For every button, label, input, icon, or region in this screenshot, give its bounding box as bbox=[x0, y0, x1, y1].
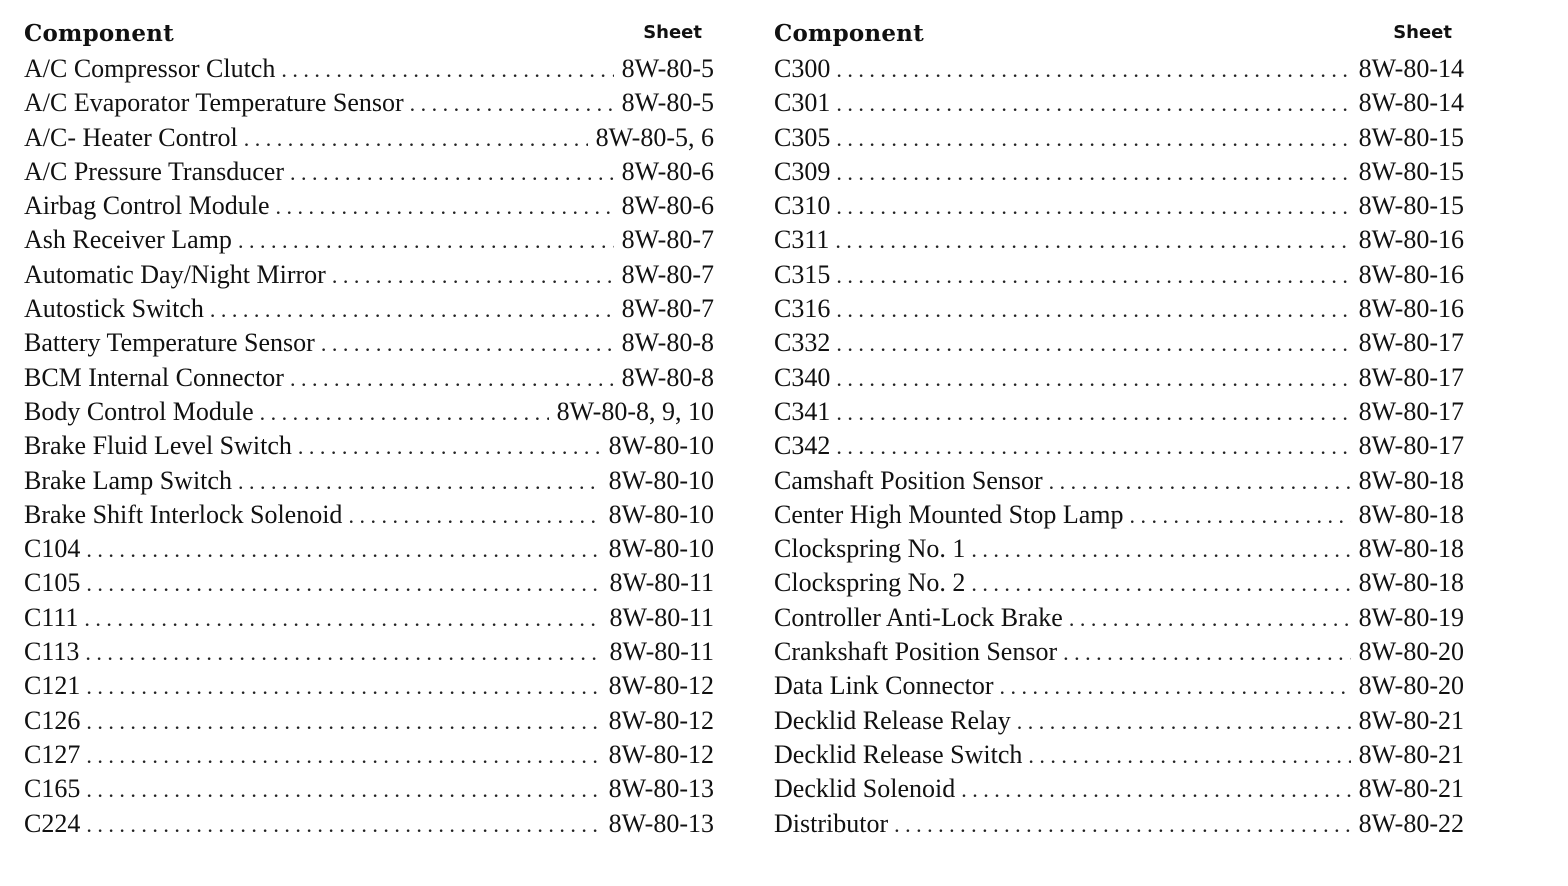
sheet-reference: 8W-80-17 bbox=[1358, 431, 1464, 461]
dot-leader bbox=[971, 537, 1350, 563]
component-row bbox=[24, 534, 714, 568]
component-name: Clockspring No. 2 bbox=[774, 568, 966, 598]
sheet-reference: 8W-80-12 bbox=[608, 705, 714, 735]
sheet-reference: 8W-80-18 bbox=[1358, 499, 1464, 529]
dot-leader bbox=[836, 434, 1350, 460]
component-name: BCM Internal Connector bbox=[24, 362, 284, 392]
component-row bbox=[774, 328, 1464, 362]
sheet-reference: 8W-80-11 bbox=[609, 568, 714, 598]
dot-leader bbox=[1049, 469, 1351, 495]
sheet-column-heading: Sheet bbox=[643, 22, 702, 43]
component-name: A/C Compressor Clutch bbox=[24, 54, 276, 83]
component-row bbox=[24, 603, 714, 637]
component-row bbox=[774, 740, 1464, 774]
dot-leader bbox=[332, 263, 614, 289]
dot-leader bbox=[1028, 743, 1350, 769]
component-name: Distributor bbox=[774, 808, 889, 838]
dot-leader bbox=[276, 194, 614, 220]
component-row bbox=[774, 809, 1464, 843]
dot-leader bbox=[281, 57, 613, 83]
component-column-heading: Component bbox=[24, 20, 174, 47]
component-row bbox=[24, 637, 714, 671]
component-name: A/C- Heater Control bbox=[24, 122, 238, 152]
component-name: Airbag Control Module bbox=[24, 191, 270, 221]
dot-leader bbox=[1063, 640, 1350, 666]
dot-leader bbox=[86, 674, 600, 700]
sheet-reference: 8W-80-10 bbox=[608, 499, 714, 529]
component-name: C341 bbox=[774, 396, 831, 426]
component-name: C126 bbox=[24, 705, 81, 735]
dot-leader bbox=[835, 228, 1350, 254]
sheet-reference: 8W-80-7 bbox=[621, 225, 714, 255]
component-row bbox=[24, 568, 714, 602]
dot-leader bbox=[84, 606, 601, 632]
dot-leader bbox=[1069, 606, 1351, 632]
sheet-reference: 8W-80-10 bbox=[608, 465, 714, 495]
sheet-reference: 8W-80-7 bbox=[621, 259, 714, 289]
component-name: C332 bbox=[774, 328, 831, 358]
component-name: Camshaft Position Sensor bbox=[774, 465, 1043, 495]
component-row bbox=[24, 54, 714, 88]
component-row bbox=[774, 54, 1464, 88]
component-row bbox=[774, 534, 1464, 568]
component-name: A/C Pressure Transducer bbox=[24, 156, 284, 186]
dot-leader bbox=[85, 640, 601, 666]
component-column-heading: Component bbox=[774, 20, 924, 47]
component-row bbox=[774, 294, 1464, 328]
component-name: C315 bbox=[774, 259, 831, 289]
component-row bbox=[774, 88, 1464, 122]
dot-leader bbox=[894, 812, 1350, 838]
dot-leader bbox=[210, 297, 614, 323]
sheet-reference: 8W-80-5 bbox=[621, 54, 714, 83]
component-row bbox=[24, 706, 714, 740]
component-row bbox=[24, 225, 714, 259]
sheet-reference: 8W-80-5 bbox=[621, 88, 714, 118]
dot-leader bbox=[348, 503, 600, 529]
component-name: C309 bbox=[774, 156, 831, 186]
component-row bbox=[24, 431, 714, 465]
sheet-reference: 8W-80-13 bbox=[608, 808, 714, 838]
sheet-reference: 8W-80-17 bbox=[1358, 328, 1464, 358]
dot-leader bbox=[1000, 674, 1351, 700]
dot-leader bbox=[86, 709, 600, 735]
component-row bbox=[774, 568, 1464, 602]
component-row bbox=[24, 809, 714, 843]
dot-leader bbox=[836, 366, 1350, 392]
dot-leader bbox=[961, 777, 1350, 803]
component-name: Decklid Solenoid bbox=[774, 774, 956, 804]
component-name: Controller Anti-Lock Brake bbox=[774, 602, 1063, 632]
component-row bbox=[774, 466, 1464, 500]
component-name: Battery Temperature Sensor bbox=[24, 328, 315, 358]
sheet-column-heading: Sheet bbox=[1393, 22, 1452, 43]
component-row bbox=[24, 260, 714, 294]
component-row bbox=[774, 500, 1464, 534]
component-name: C311 bbox=[774, 225, 830, 255]
component-row bbox=[24, 740, 714, 774]
dot-leader bbox=[836, 331, 1350, 357]
component-row bbox=[24, 123, 714, 157]
component-name: Crankshaft Position Sensor bbox=[774, 637, 1058, 667]
component-row bbox=[24, 88, 714, 122]
dot-leader bbox=[86, 537, 600, 563]
component-name: Center High Mounted Stop Lamp bbox=[774, 499, 1124, 529]
sheet-reference: 8W-80-12 bbox=[608, 739, 714, 769]
component-name: C224 bbox=[24, 808, 81, 838]
component-row bbox=[774, 123, 1464, 157]
component-name: Data Link Connector bbox=[774, 671, 994, 701]
sheet-reference: 8W-80-11 bbox=[609, 637, 714, 667]
sheet-reference: 8W-80-10 bbox=[608, 431, 714, 461]
component-row bbox=[774, 260, 1464, 294]
sheet-reference: 8W-80-16 bbox=[1358, 294, 1464, 324]
component-row bbox=[774, 671, 1464, 705]
dot-leader bbox=[86, 812, 600, 838]
dot-leader bbox=[260, 400, 549, 426]
component-name: C111 bbox=[24, 602, 79, 632]
component-row bbox=[24, 397, 714, 431]
component-name: C310 bbox=[774, 191, 831, 221]
sheet-reference: 8W-80-6 bbox=[621, 191, 714, 221]
component-row bbox=[24, 466, 714, 500]
sheet-reference: 8W-80-11 bbox=[609, 602, 714, 632]
dot-leader bbox=[244, 126, 588, 152]
sheet-reference: 8W-80-15 bbox=[1358, 122, 1464, 152]
dot-leader bbox=[836, 263, 1350, 289]
sheet-reference: 8W-80-8 bbox=[621, 362, 714, 392]
right-column-header bbox=[774, 16, 1464, 54]
component-row bbox=[774, 363, 1464, 397]
sheet-reference: 8W-80-16 bbox=[1358, 225, 1464, 255]
dot-leader bbox=[1130, 503, 1351, 529]
sheet-reference: 8W-80-13 bbox=[608, 774, 714, 804]
dot-leader bbox=[86, 571, 601, 597]
component-row bbox=[774, 225, 1464, 259]
component-name: C113 bbox=[24, 637, 80, 667]
dot-leader bbox=[290, 160, 614, 186]
component-name: Brake Fluid Level Switch bbox=[24, 431, 292, 461]
dot-leader bbox=[971, 571, 1350, 597]
component-name: Autostick Switch bbox=[24, 294, 204, 324]
sheet-reference: 8W-80-16 bbox=[1358, 259, 1464, 289]
component-name: C300 bbox=[774, 54, 831, 83]
dot-leader bbox=[238, 469, 601, 495]
component-name: Automatic Day/Night Mirror bbox=[24, 259, 326, 289]
component-row bbox=[24, 774, 714, 808]
component-name: C340 bbox=[774, 362, 831, 392]
component-name: C105 bbox=[24, 568, 81, 598]
component-name: C165 bbox=[24, 774, 81, 804]
dot-leader bbox=[238, 228, 614, 254]
left-component-list bbox=[24, 54, 714, 843]
component-name: Brake Shift Interlock Solenoid bbox=[24, 499, 343, 529]
right-component-list bbox=[774, 54, 1464, 843]
dot-leader bbox=[836, 126, 1350, 152]
sheet-reference: 8W-80-12 bbox=[608, 671, 714, 701]
sheet-reference: 8W-80-17 bbox=[1358, 362, 1464, 392]
left-column-header bbox=[24, 16, 714, 54]
component-name: Decklid Release Relay bbox=[774, 705, 1011, 735]
component-row bbox=[774, 603, 1464, 637]
component-row bbox=[24, 500, 714, 534]
sheet-reference: 8W-80-6 bbox=[621, 156, 714, 186]
component-row bbox=[24, 157, 714, 191]
component-row bbox=[24, 191, 714, 225]
component-name: C104 bbox=[24, 534, 81, 564]
dot-leader bbox=[298, 434, 601, 460]
sheet-reference: 8W-80-8 bbox=[621, 328, 714, 358]
component-name: C301 bbox=[774, 88, 831, 118]
component-name: Ash Receiver Lamp bbox=[24, 225, 232, 255]
sheet-reference: 8W-80-20 bbox=[1358, 671, 1464, 701]
dot-leader bbox=[836, 57, 1350, 83]
sheet-reference: 8W-80-5, 6 bbox=[595, 122, 714, 152]
component-row bbox=[774, 397, 1464, 431]
component-row bbox=[774, 774, 1464, 808]
sheet-reference: 8W-80-21 bbox=[1358, 739, 1464, 769]
sheet-reference: 8W-80-10 bbox=[608, 534, 714, 564]
component-name: C121 bbox=[24, 671, 81, 701]
component-row bbox=[774, 637, 1464, 671]
sheet-reference: 8W-80-18 bbox=[1358, 568, 1464, 598]
sheet-reference: 8W-80-8, 9, 10 bbox=[556, 396, 714, 426]
component-name: C316 bbox=[774, 294, 831, 324]
component-row bbox=[774, 157, 1464, 191]
component-name: C305 bbox=[774, 122, 831, 152]
dot-leader bbox=[410, 91, 614, 117]
left-column bbox=[24, 16, 714, 843]
dot-leader bbox=[86, 743, 600, 769]
sheet-reference: 8W-80-21 bbox=[1358, 774, 1464, 804]
component-row bbox=[24, 328, 714, 362]
component-name: Body Control Module bbox=[24, 396, 254, 426]
sheet-reference: 8W-80-17 bbox=[1358, 396, 1464, 426]
sheet-reference: 8W-80-22 bbox=[1358, 808, 1464, 838]
sheet-reference: 8W-80-19 bbox=[1358, 602, 1464, 632]
component-name: C342 bbox=[774, 431, 831, 461]
component-name: Brake Lamp Switch bbox=[24, 465, 232, 495]
right-column bbox=[774, 16, 1464, 843]
component-name: Decklid Release Switch bbox=[774, 739, 1023, 769]
sheet-reference: 8W-80-20 bbox=[1358, 637, 1464, 667]
sheet-reference: 8W-80-14 bbox=[1358, 54, 1464, 83]
sheet-reference: 8W-80-21 bbox=[1358, 705, 1464, 735]
dot-leader bbox=[836, 194, 1350, 220]
component-row bbox=[774, 431, 1464, 465]
dot-leader bbox=[836, 91, 1350, 117]
sheet-reference: 8W-80-15 bbox=[1358, 191, 1464, 221]
sheet-reference: 8W-80-15 bbox=[1358, 156, 1464, 186]
sheet-reference: 8W-80-18 bbox=[1358, 465, 1464, 495]
component-name: A/C Evaporator Temperature Sensor bbox=[24, 88, 404, 118]
sheet-reference: 8W-80-7 bbox=[621, 294, 714, 324]
component-row bbox=[24, 671, 714, 705]
dot-leader bbox=[1017, 709, 1351, 735]
component-name: C127 bbox=[24, 739, 81, 769]
dot-leader bbox=[836, 297, 1350, 323]
dot-leader bbox=[836, 160, 1350, 186]
sheet-reference: 8W-80-18 bbox=[1358, 534, 1464, 564]
sheet-reference: 8W-80-14 bbox=[1358, 88, 1464, 118]
dot-leader bbox=[86, 777, 600, 803]
component-row bbox=[24, 363, 714, 397]
component-row bbox=[24, 294, 714, 328]
component-name: Clockspring No. 1 bbox=[774, 534, 966, 564]
component-row bbox=[774, 706, 1464, 740]
component-row bbox=[774, 191, 1464, 225]
dot-leader bbox=[836, 400, 1350, 426]
dot-leader bbox=[321, 331, 614, 357]
dot-leader bbox=[290, 366, 614, 392]
